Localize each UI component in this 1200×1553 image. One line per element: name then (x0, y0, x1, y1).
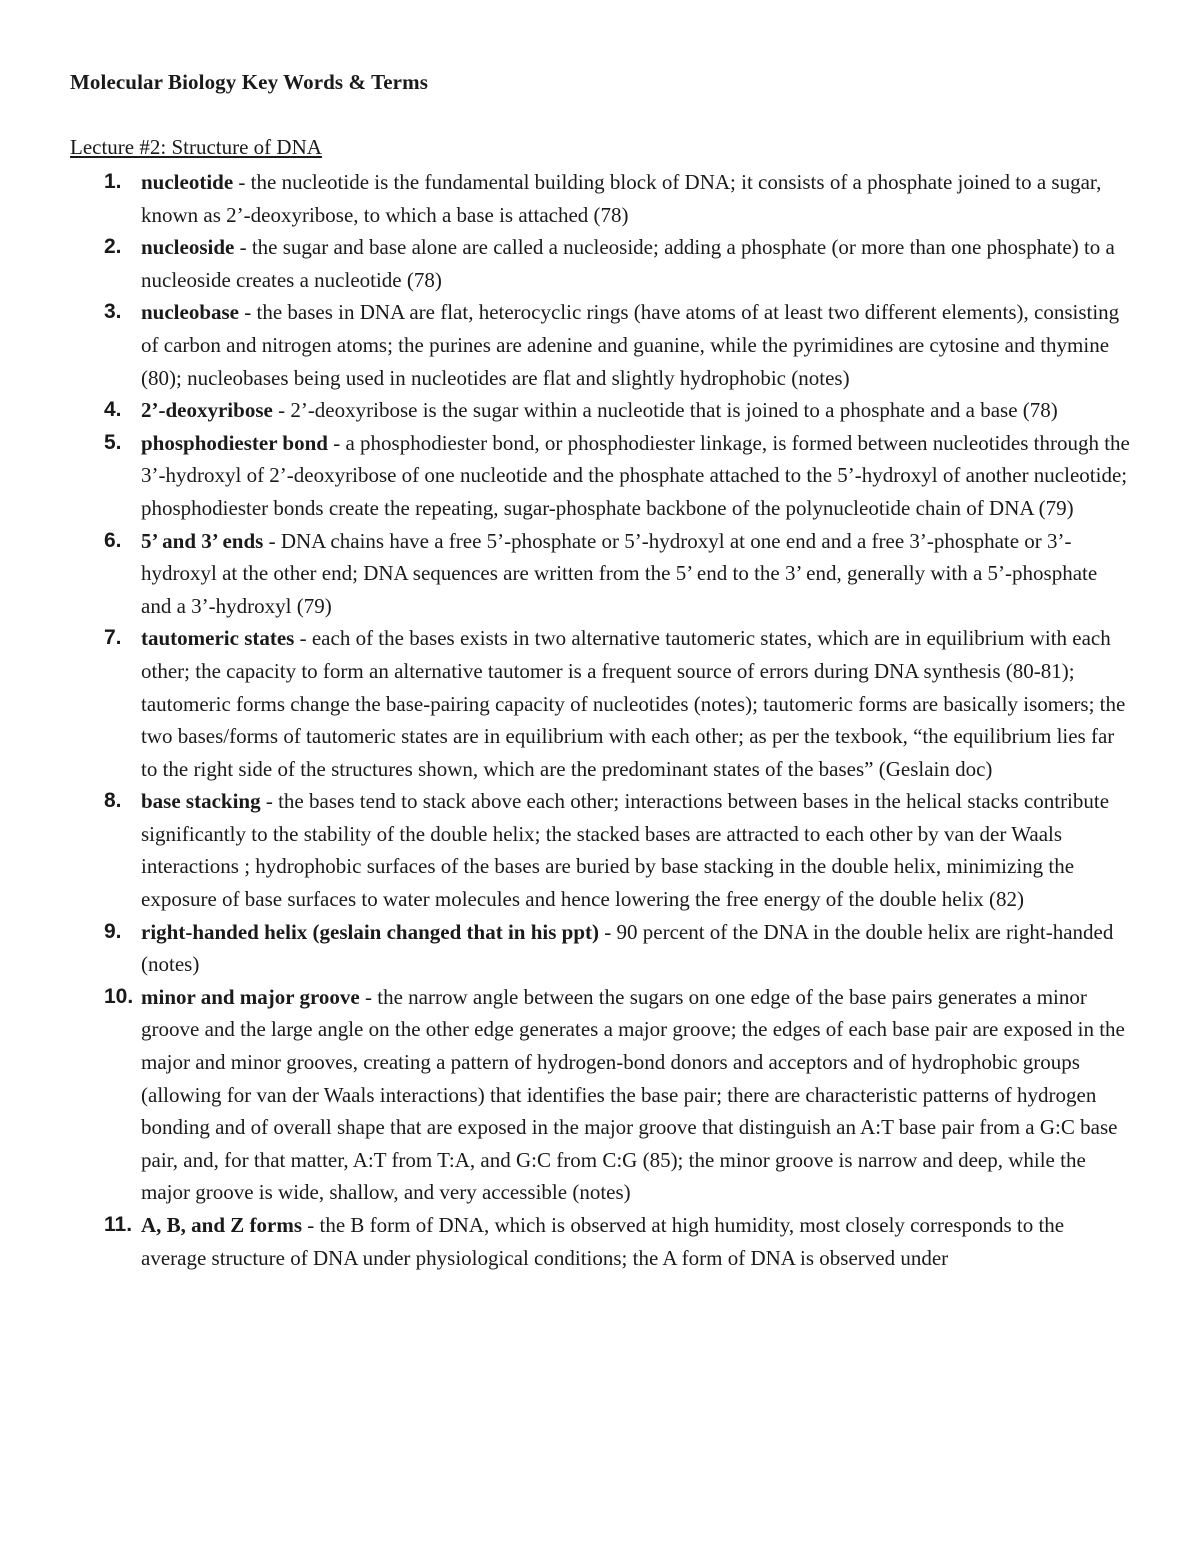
term-number: 2. (104, 235, 122, 259)
section-heading: Lecture #2: Structure of DNA (70, 135, 322, 159)
term-name: nucleobase (141, 300, 240, 325)
term-item (0, 916, 1200, 981)
term-number: 9. (104, 919, 122, 943)
document-title: Molecular Biology Key Words & Terms (70, 70, 428, 94)
term-item (0, 981, 1200, 1209)
term-name: phosphodiester bond (141, 430, 328, 455)
term-name: 5’ and 3’ ends (141, 528, 264, 553)
term-list (0, 166, 1200, 1274)
term-item (0, 785, 1200, 915)
term-item (0, 622, 1200, 785)
term-name: tautomeric states (141, 626, 295, 651)
term-number: 6. (104, 528, 122, 552)
term-item (0, 231, 1200, 296)
term-definition: - the B form of DNA, which is observed at high humidity, most closely corresponds to the average structure of DNA under physiological conditions; the A form of DNA is observed under (141, 1213, 1065, 1270)
term-item (0, 296, 1200, 394)
term-definition: - the bases in DNA are flat, heterocyclic rings (have atoms of at least two different elements), consisting of carbon and nitrogen atoms; the purines are adenine and guanine, while the pyrimidines are cytosine and thymine (80); nucleobases being used in nucleotides are flat and slightly hydrophobic (notes) (141, 300, 1120, 390)
term-definition: - 90 percent of the DNA in the double helix are right-handed (notes) (141, 919, 1114, 977)
term-name: minor and major groove (141, 984, 360, 1009)
term-definition: - DNA chains have a free 5’-phosphate or 5’-hydroxyl at one end and a free 3’-phosphate or 3’-hydroxyl at the other end; DNA sequences are written from the 5’ end to the 3’ end, generally with a 5’-phosphate and a 3’-hydroxyl (79) (141, 528, 1098, 618)
term-number: 4. (104, 398, 122, 422)
term-definition: - a phosphodiester bond, or phosphodiester linkage, is formed between nucleotides through the 3’-hydroxyl of 2’-deoxyribose of one nucleotide and the phosphate attached to the 5’-hydroxyl of another nucleotide; phosphodiester bonds create the repeating, sugar-phosphate backbone of the polynucleotide chain of DNA (79) (141, 430, 1130, 520)
term-definition: - the narrow angle between the sugars on one edge of the base pairs generates a minor groove and the large angle on the other edge generates a major groove; the edges of each base pair are exposed in the major and minor grooves, creating a pattern of hydrogen-bond donors and acceptors and of hydrophobic groups (allowing for van der Waals interactions) that identifies the base pair; there are characteristic patterns of hydrogen bonding and of overall shape that are exposed in the major groove that distinguish an A:T base pair from a G:C base pair, and, for that matter, A:T from T:A, and G:C from C:G (85); the minor groove is narrow and deep, while the major groove is wide, shallow, and very accessible (notes) (141, 984, 1125, 1205)
term-name: A, B, and Z forms (141, 1213, 303, 1237)
term-number: 7. (104, 626, 122, 650)
term-name: nucleoside (141, 235, 235, 260)
term-name: nucleotide (141, 170, 234, 194)
term-definition: - the nucleotide is the fundamental building block of DNA; it consists of a phosphate joined to a sugar, known as 2’-deoxyribose, to which a base is attached (78) (141, 170, 1102, 227)
term-item (0, 427, 1200, 525)
term-definition: - the bases tend to stack above each other; interactions between bases in the helical stacks contribute significantly to the stability of the double helix; the stacked bases are attracted to each other by van der Waals interactions ; hydrophobic surfaces of the bases are buried by base stacking in the double helix, minimizing the exposure of base surfaces to water molecules and hence lowering the free energy of the double helix (82) (141, 789, 1110, 912)
term-name: 2’-deoxyribose (141, 398, 273, 423)
term-number: 5. (104, 430, 122, 454)
term-definition: - the sugar and base alone are called a nucleoside; adding a phosphate (or more than one phosphate) to a nucleoside creates a nucleotide (78) (141, 235, 1115, 292)
term-definition: - each of the bases exists in two alternative tautomeric states, which are in equilibrium with each other; the capacity to form an alternative tautomer is a frequent source of errors during DNA synthesis (80-81); tautomeric forms change the base-pairing capacity of nucleotides (notes); tautomeric forms are basically isomers; the two bases/forms of tautomeric states are in equilibrium with each other; as per the texbook, “the equilibrium lies far to the right side of the structures shown, which are the predominant states of the bases” (Geslain doc) (141, 626, 1126, 781)
term-item (0, 525, 1200, 623)
term-number: 11. (104, 1213, 133, 1236)
term-number: 8. (104, 789, 122, 813)
term-name: right-handed helix (geslain changed that in his ppt) (141, 919, 600, 944)
term-item (0, 1209, 1200, 1274)
term-number: 3. (104, 300, 122, 324)
term-number: 10. (104, 984, 134, 1008)
term-number: 1. (104, 170, 122, 193)
term-name: base stacking (141, 789, 261, 814)
term-item (0, 394, 1200, 427)
term-definition: - 2’-deoxyribose is the sugar within a nucleotide that is joined to a phosphate and a base (78) (272, 398, 1058, 423)
term-item (0, 166, 1200, 231)
